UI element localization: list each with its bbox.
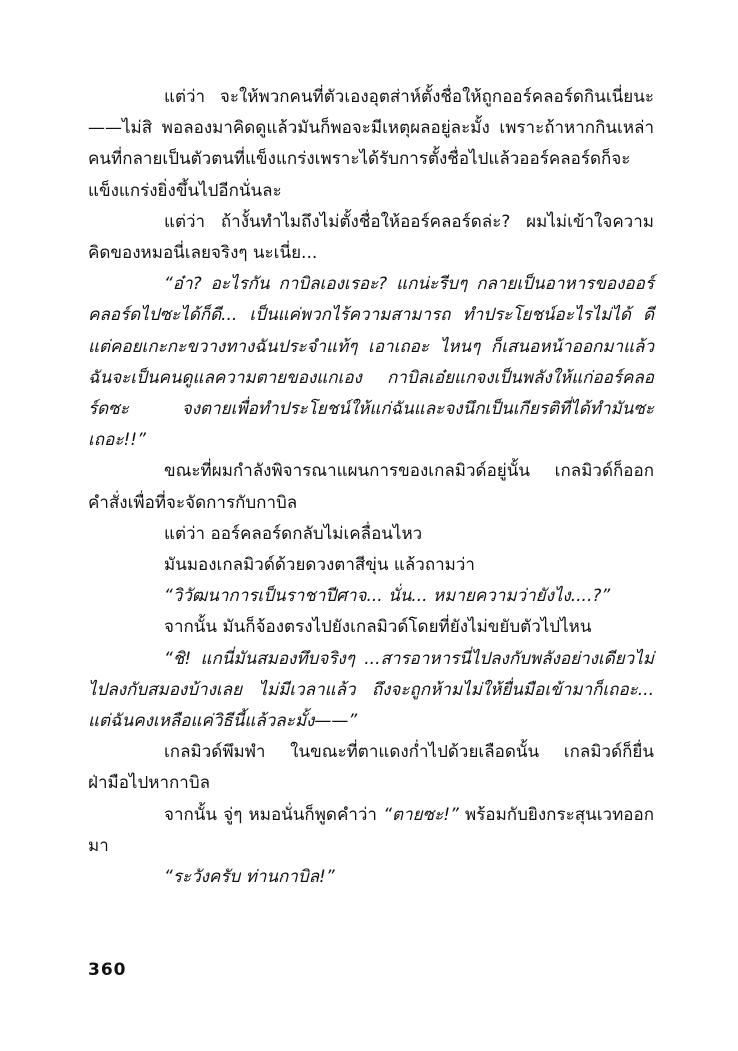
paragraph-5: แต่ว่า ออร์คลอร์ดกลับไม่เคลื่อนไหว — [164, 523, 423, 544]
paragraph-6: มันมองเกลมิวด์ด้วยดวงตาสีขุ่น แล้วถามว่า — [164, 555, 475, 576]
dialogue-paragraph-9: “ชิ! แกนี่มันสมองทึบจริงๆ ...สารอาหารนี่ไปลงกับพลังอย่างเดียวไม่ไปลงกับสมองบ้างเลย ไม่มีเวลาแล้ว ถึงจะถูกห้ามไม่ให้ยื่นมือเข้ามาก็เถอะ... แต่ฉันคงเหลือแค่วิธีนี้แล้วละมั้ง——” — [88, 648, 654, 732]
paragraph-11-lead: จากนั้น จู่ๆ หมอนั่นก็พูดคำว่า — [164, 804, 384, 825]
page-body — [88, 82, 654, 893]
paragraph-4: ขณะที่ผมกำลังพิจารณาแผนการของเกลมิวด์อยู่นั้น เกลมิวด์ก็ออกคำสั่งเพื่อที่จะจัดการกับกาบิล — [88, 461, 654, 513]
dialogue-paragraph-7: “วิวัฒนาการเป็นราชาปีศาจ... นั่น... หมายความว่ายังไง....?” — [164, 586, 611, 607]
paragraph-8: จากนั้น มันก็จ้องตรงไปยังเกลมิวด์โดยที่ยังไม่ขยับตัวไปไหน — [164, 617, 592, 638]
paragraph-11-tail: พร้อมกับยิงกระสุนเวทออกมา — [88, 804, 654, 856]
dialogue-paragraph-3: “อ๋า? อะไรกัน กาบิลเองเรอะ? แกน่ะรีบๆ กลายเป็นอาหารของออร์คลอร์ดไปซะได้ก็ดี... เป็นแค่พวกไร้ความสามารถ ทำประโยชน์อะไรไม่ได้ ดีแต่คอยเกะกะขวางทางฉันประจำแท้ๆ เอาเถอะ ไหนๆ ก็เสนอหน้าออกมาแล้ว ฉันจะเป็นคนดูแลความตายของแกเอง กาบิลเอ๋ยแกจงเป็นพลังให้แก่ออร์คลอร์ดซะ จงตายเพื่อทำประโยชน์ให้แก่ฉันและจงนึกเป็นเกียรติที่ได้ทำมันซะเถอะ!!” — [88, 274, 654, 451]
paragraph-2: แต่ว่า ถ้างั้นทำไมถึงไม่ตั้งชื่อให้ออร์คลอร์ดล่ะ? ผมไม่เข้าใจความคิดของหมอนี่เลยจริงๆ นะเนี่ย... — [88, 211, 654, 264]
page-number: 360 — [88, 960, 127, 980]
paragraph-10: เกลมิวด์พึมพำ ในขณะที่ตาแดงก่ำไปด้วยเลือดนั้น เกลมิวด์ก็ยื่นฝ่ามือไปหากาบิล — [88, 742, 654, 794]
paragraph-11 — [88, 800, 654, 862]
dialogue-paragraph-12: “ระวังครับ ท่านกาบิล!” — [164, 867, 335, 888]
paragraph-1: แต่ว่า จะให้พวกคนที่ตัวเองอุตส่าห์ตั้งชื่อให้ถูกออร์คลอร์ดกินเนี่ยนะ——ไม่สิ พอลองมาคิดดูแล้วมันก็พอจะมีเหตุผลอยู่ละมั้ง เพราะถ้าหากกินเหล่าคนที่กลายเป็นตัวตนที่แข็งแกร่งเพราะได้รับการตั้งชื่อไปแล้วออร์คลอร์ดก็จะแข็งแกร่งยิ่งขึ้นไปอีกนั่นละ — [88, 87, 654, 201]
inline-quote: “ตายซะ!” — [383, 804, 459, 825]
